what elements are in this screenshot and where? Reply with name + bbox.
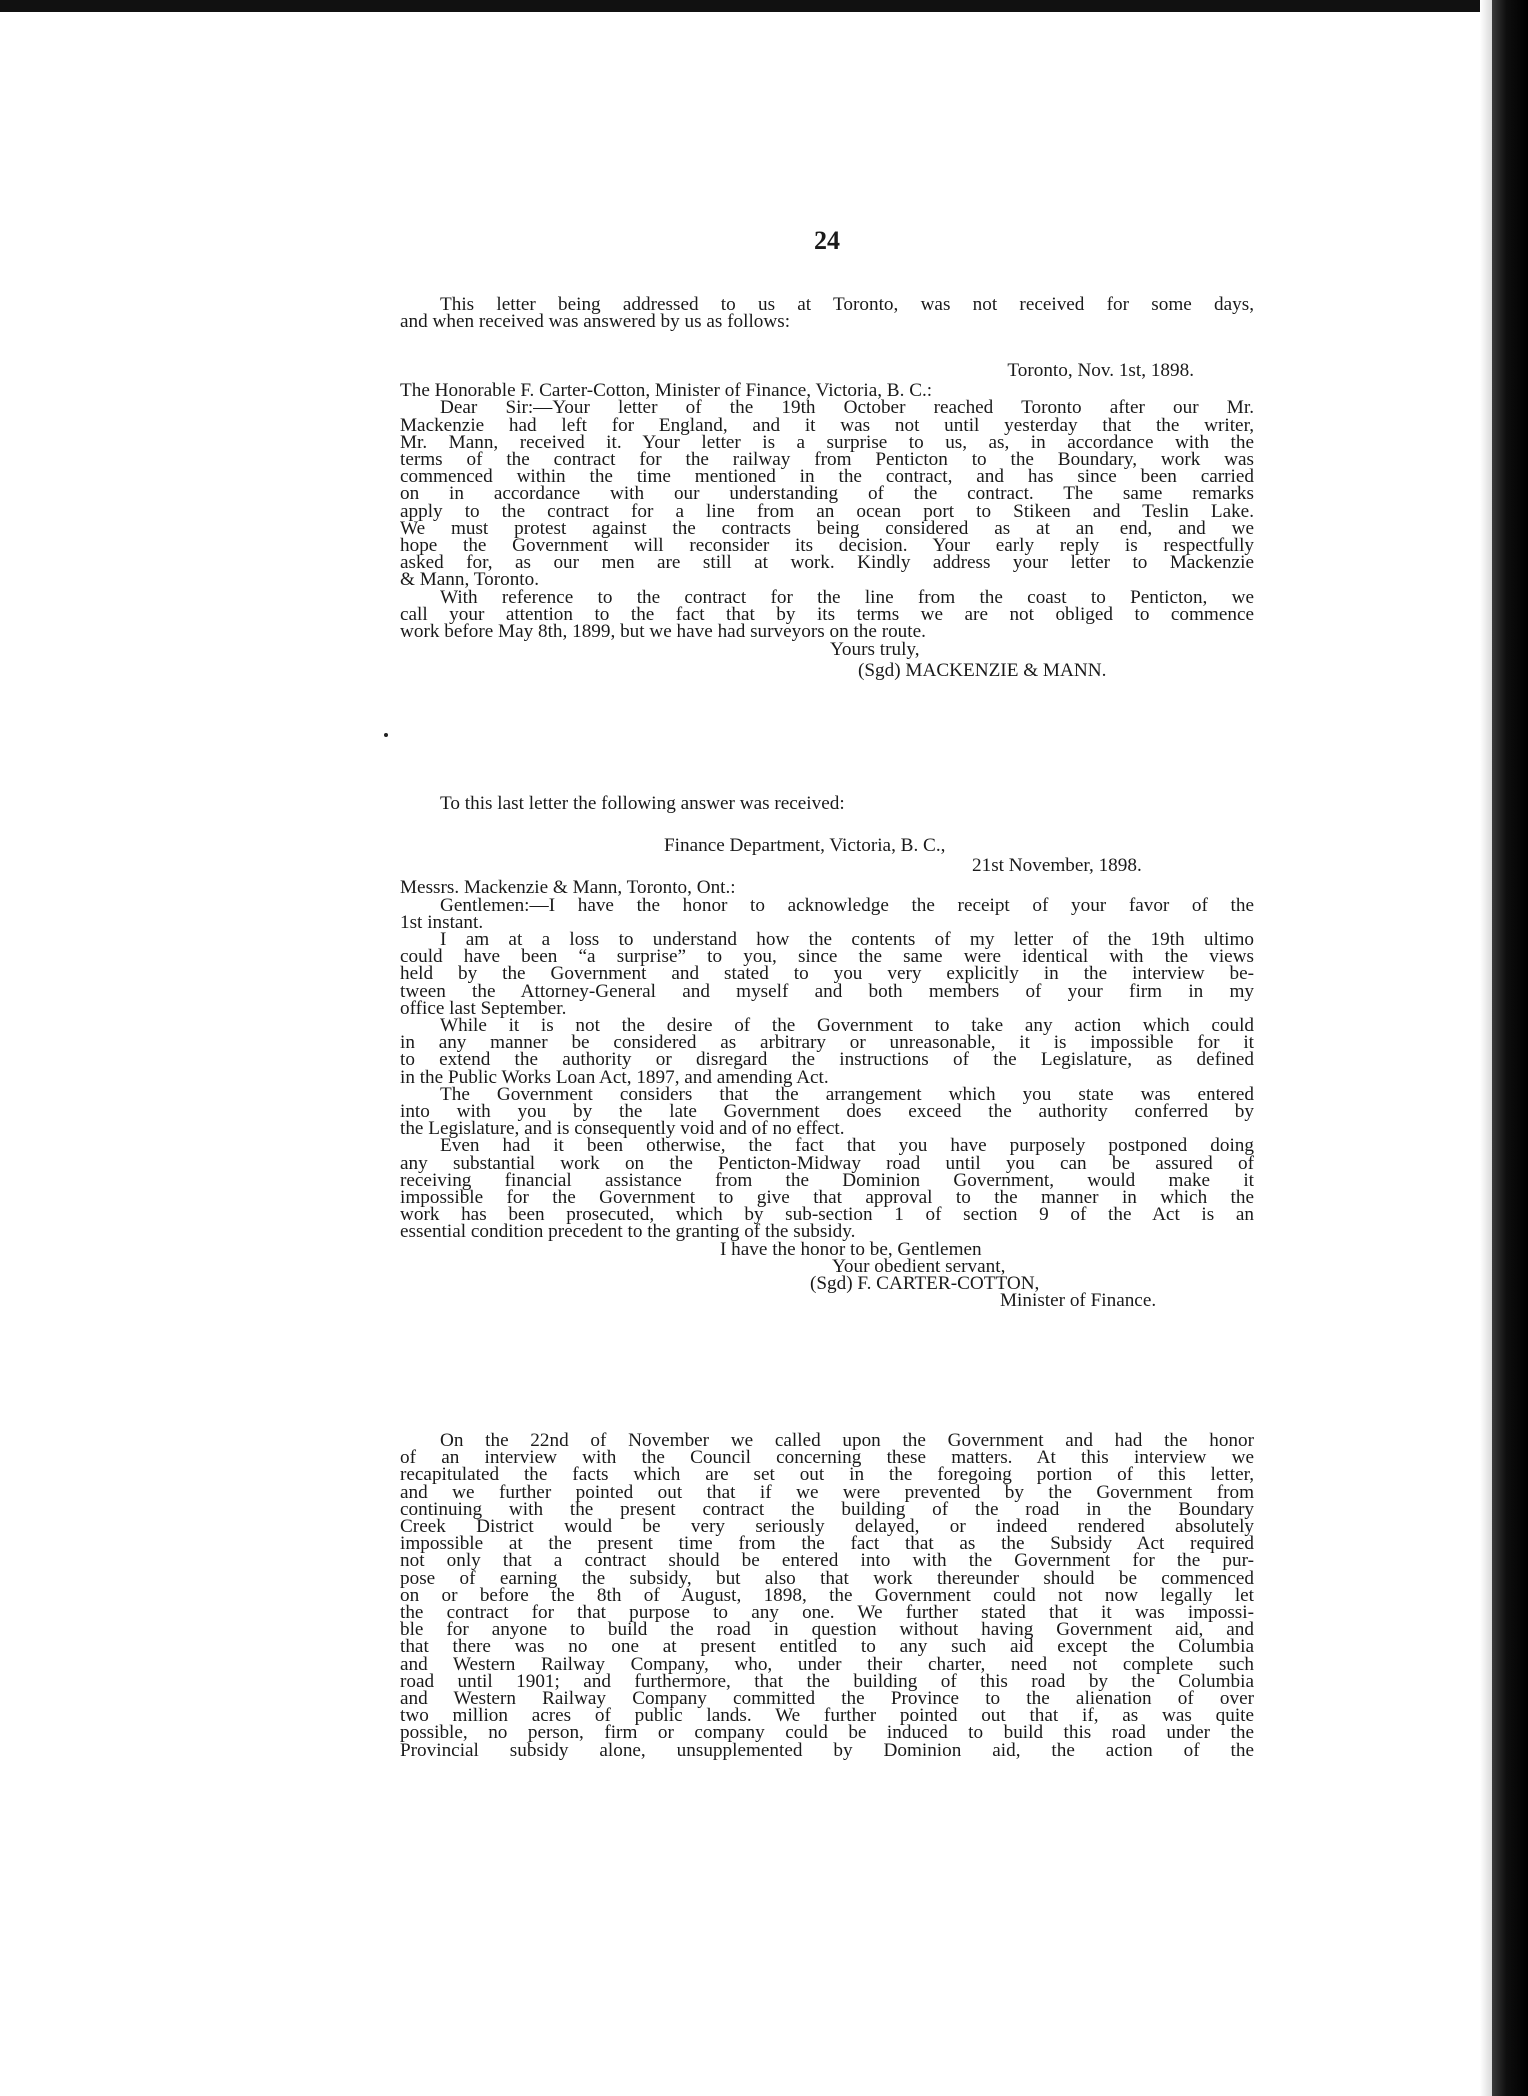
text-line: two million acres of public lands. We further pointed out that if, as was quite bbox=[400, 1705, 1254, 1727]
text-line: pose of earning the subsidy, but also that work thereunder should be commenced bbox=[400, 1567, 1254, 1589]
letter-signatory-title: Minister of Finance. bbox=[1000, 1290, 1157, 1312]
scan-top-edge bbox=[0, 0, 1528, 12]
letter-finance-department bbox=[400, 835, 1254, 1312]
letter-addressee: Messrs. Mackenzie & Mann, Toronto, Ont.: bbox=[400, 877, 736, 899]
text-line: receiving financial assistance from the Dominion Government, would make it bbox=[400, 1169, 1254, 1191]
text-line: could have been “a surprise” to you, since the same were identical with the views bbox=[400, 946, 1254, 968]
text-line: and when received was answered by us as follows: bbox=[400, 311, 791, 333]
text-line: on in accordance with our understanding of the contract. The same remarks bbox=[400, 483, 1254, 505]
text-line: into with you by the late Government does exceed the authority conferred by bbox=[400, 1101, 1254, 1123]
transition-paragraph bbox=[400, 795, 1254, 812]
text-line: not only that a contract should be entered into with the Government for the pur- bbox=[400, 1550, 1254, 1572]
text-line: Creek District would be very seriously delayed, or indeed rendered absolutely bbox=[400, 1516, 1254, 1538]
letter-body bbox=[400, 894, 1254, 1243]
letter-signature: (Sgd) F. CARTER-COTTON, bbox=[810, 1273, 1040, 1295]
text-line: 1st instant. bbox=[400, 911, 484, 933]
text-line: To this last letter the following answer was received: bbox=[440, 793, 845, 814]
letter-dateline: Finance Department, Victoria, B. C., bbox=[664, 835, 946, 856]
text-line: work before May 8th, 1899, but we have had surveyors on the route. bbox=[400, 621, 926, 643]
text-line: road until 1901; and furthermore, that the building of this road by the Columbia bbox=[400, 1670, 1254, 1692]
text-line: office last September. bbox=[400, 997, 567, 1019]
text-line: on or before the 8th of August, 1898, the Government could not now legally let bbox=[400, 1584, 1254, 1606]
intro-paragraph bbox=[400, 294, 1254, 333]
text-line: & Mann, Toronto. bbox=[400, 569, 540, 591]
text-line: We must protest against the contracts being considered as at an end, and we bbox=[400, 517, 1254, 539]
scan-right-edge bbox=[1492, 0, 1528, 2096]
page-number: 24 bbox=[814, 226, 840, 255]
text-line: I am at a loss to understand how the contents of my letter of the 19th ultimo bbox=[440, 929, 1254, 951]
text-line: Provincial subsidy alone, unsupplemented by Dominion aid, the action of the bbox=[400, 1739, 1254, 1761]
text-line: impossible at the present time from the fact that as the Subsidy Act required bbox=[400, 1533, 1254, 1555]
letter-closing-servant: Your obedient servant, bbox=[832, 1255, 1006, 1277]
text-line: commenced within the time mentioned in the contract, and has since been carried bbox=[400, 466, 1254, 488]
text-line: in the Public Works Loan Act, 1897, and amending Act. bbox=[400, 1066, 829, 1088]
text-line: Gentlemen:—I have the honor to acknowledge the receipt of your favor of the bbox=[440, 894, 1254, 916]
text-line: call your attention to the fact that by its terms we are not obliged to commence bbox=[400, 603, 1254, 625]
text-line: ble for anyone to build the road in question without having Government aid, and bbox=[400, 1619, 1254, 1641]
text-line: Mr. Mann, received it. Your letter is a surprise to us, as, in accordance with the bbox=[400, 431, 1254, 453]
text-line: While it is not the desire of the Government to take any action which could bbox=[440, 1015, 1254, 1037]
text-line: any substantial work on the Penticton-Midway road until you can be assured of bbox=[400, 1152, 1254, 1174]
text-line: impossible for the Government to give that approval to the manner in which the bbox=[400, 1187, 1254, 1209]
text-line: essential condition precedent to the granting of the subsidy. bbox=[400, 1221, 856, 1243]
letter-closing: Yours truly, bbox=[830, 639, 920, 661]
letter-body bbox=[400, 397, 1254, 643]
text-line: possible, no person, firm or company could be induced to build this road under the bbox=[400, 1722, 1254, 1744]
text-line: terms of the contract for the railway from Penticton to the Boundary, work was bbox=[400, 449, 1254, 471]
text-line: the contract for that purpose to any one. We further stated that it was impossi- bbox=[400, 1602, 1254, 1624]
text-line: and we further pointed out that if we were prevented by the Government from bbox=[400, 1481, 1254, 1503]
text-line: work has been prosecuted, which by sub-section 1 of section 9 of the Act is an bbox=[400, 1204, 1254, 1226]
text-line: and Western Railway Company, who, under their charter, need not complete such bbox=[400, 1653, 1254, 1675]
text-line: the Legislature, and is consequently void and of no effect. bbox=[400, 1118, 845, 1140]
text-line: Dear Sir:—Your letter of the 19th October reached Toronto after our Mr. bbox=[440, 397, 1254, 419]
letter-mackenzie-mann bbox=[400, 362, 1254, 680]
text-line: With reference to the contract for the line from the coast to Penticton, we bbox=[440, 586, 1254, 608]
letter-signature: (Sgd) MACKENZIE & MANN. bbox=[858, 660, 1107, 682]
letter-closing: I have the honor to be, Gentlemen bbox=[720, 1238, 982, 1260]
text-line: in any manner be considered as arbitrary or unreasonable, it is impossible for it bbox=[400, 1032, 1254, 1054]
text-line: that there was no one at present entitled to any such aid except the Columbia bbox=[400, 1636, 1254, 1658]
letter-dateline: Toronto, Nov. 1st, 1898. bbox=[1007, 360, 1194, 381]
letter-dateline-date: 21st November, 1898. bbox=[972, 855, 1142, 877]
stray-mark bbox=[384, 733, 388, 737]
text-line: held by the Government and stated to you very explicitly in the interview be- bbox=[400, 963, 1254, 985]
text-line: recapitulated the facts which are set out in the foregoing portion of this letter, bbox=[400, 1464, 1254, 1486]
letter-addressee: The Honorable F. Carter-Cotton, Minister of Finance, Victoria, B. C.: bbox=[400, 380, 933, 402]
text-line: apply to the contract for a line from an ocean port to Stikeen and Teslin Lake. bbox=[400, 500, 1254, 522]
text-line: The Government considers that the arrangement which you state was entered bbox=[440, 1083, 1254, 1105]
text-line: hope the Government will reconsider its decision. Your early reply is respectfully bbox=[400, 535, 1254, 557]
text-line: Mackenzie had left for England, and it was not until yesterday that the writer, bbox=[400, 414, 1254, 436]
text-line: and Western Railway Company committed the Province to the alienation of over bbox=[400, 1688, 1254, 1710]
text-line: This letter being addressed to us at Toronto, was not received for some days, bbox=[440, 294, 1254, 315]
text-line: continuing with the present contract the building of the road in the Boundary bbox=[400, 1498, 1254, 1520]
text-line: of an interview with the Council concerning these matters. At this interview we bbox=[400, 1447, 1254, 1469]
text-line: tween the Attorney-General and myself and both members of your firm in my bbox=[400, 980, 1254, 1002]
text-line: Even had it been otherwise, the fact that you have purposely postponed doing bbox=[440, 1135, 1254, 1157]
page-gutter-shadow bbox=[1480, 0, 1492, 2096]
text-line: On the 22nd of November we called upon the Government and had the honor bbox=[440, 1430, 1254, 1451]
text-line: to extend the authority or disregard the instructions of the Legislature, as defined bbox=[400, 1049, 1254, 1071]
narrative-paragraph bbox=[400, 1432, 1254, 1759]
text-line: asked for, as our men are still at work. Kindly address your letter to Mackenzie bbox=[400, 552, 1254, 574]
